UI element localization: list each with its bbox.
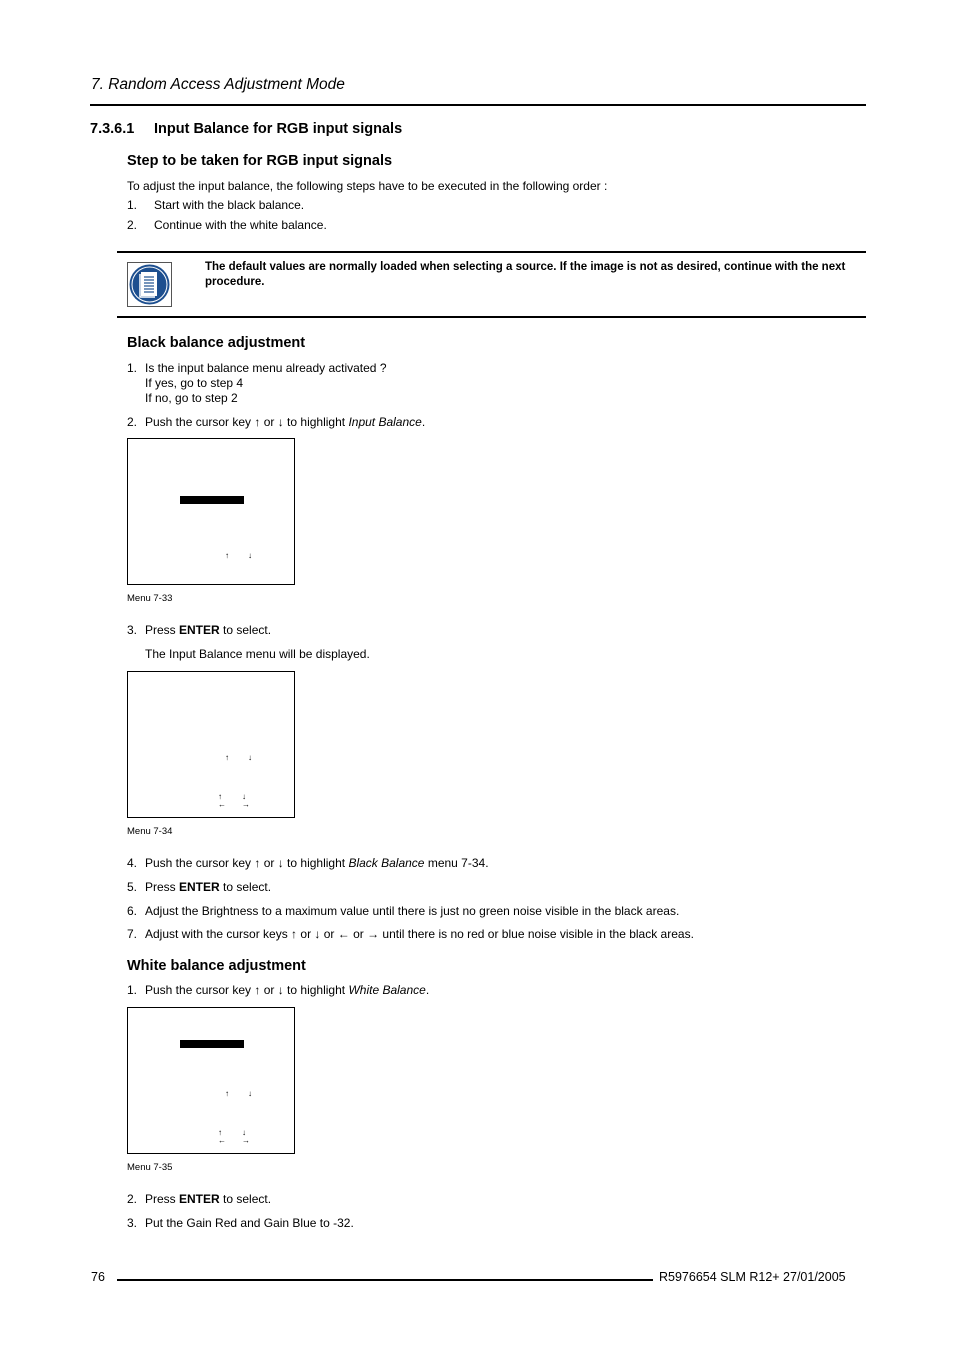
menu-screenshot-7-34 [127, 671, 295, 818]
section-title-text: Input Balance for RGB input signals [154, 121, 403, 137]
list-item-text: Continue with the white balance. [154, 218, 327, 232]
section-title [90, 121, 402, 137]
list-item [127, 361, 387, 375]
menu-screenshot-7-33 [127, 438, 295, 585]
list-item [127, 927, 694, 941]
list-item-number: 3. [127, 623, 138, 637]
list-item-number: 2. [127, 415, 138, 429]
rgb-steps-heading: Step to be taken for RGB input signals [127, 153, 393, 169]
up-arrow-icon: ↑ [225, 753, 229, 762]
list-item [127, 856, 489, 870]
page-number: 76 [91, 1270, 105, 1284]
down-arrow-icon: ↓ [248, 753, 252, 762]
list-item [127, 880, 271, 894]
list-item [127, 1216, 354, 1230]
list-item-number: 5. [127, 880, 138, 894]
list-item-number: 1. [127, 361, 138, 375]
list-item-text: Put the Gain Red and Gain Blue to -32. [145, 1216, 354, 1230]
note-bottom-rule [117, 316, 866, 318]
menu-screenshot-7-35 [127, 1007, 295, 1154]
list-item-number: 7. [127, 927, 138, 941]
list-item [127, 415, 425, 429]
left-arrow-icon: ← [218, 1136, 226, 1145]
step-note: The Input Balance menu will be displayed. [145, 647, 370, 661]
list-item-number: 1. [127, 983, 138, 997]
list-item-number: 2. [127, 218, 138, 232]
list-item-text: Press [145, 880, 180, 894]
list-item-text: Press [145, 1192, 180, 1206]
list-item-text: Push the cursor key ↑ or ↓ to highlight [145, 856, 349, 870]
list-item [127, 983, 429, 997]
list-item-text: Start with the black balance. [154, 198, 305, 212]
list-item-text: Push the cursor key ↑ or ↓ to highlight [145, 415, 349, 429]
list-item [127, 218, 327, 232]
down-arrow-icon: ↓ [248, 551, 252, 560]
list-item-text: to select. [219, 623, 272, 637]
up-arrow-icon: ↑ [225, 551, 229, 560]
black-balance-heading: Black balance adjustment [127, 335, 306, 351]
list-item-number: 3. [127, 1216, 138, 1230]
header-rule [90, 104, 866, 106]
list-item-text: . [425, 983, 430, 997]
list-item-number: 1. [127, 198, 138, 212]
keyword-text: ENTER [179, 1192, 220, 1206]
list-item-text: . [421, 415, 426, 429]
left-arrow-icon: ← [218, 800, 226, 809]
list-item-text: Adjust the Brightness to a maximum value until there is just no green noise visible in the black areas. [145, 904, 680, 918]
list-item-text: Push the cursor key ↑ or ↓ to highlight [145, 983, 349, 997]
rgb-steps-intro: To adjust the input balance, the following steps have to be executed in the following order : [127, 179, 608, 193]
right-arrow-icon: → [242, 1136, 250, 1145]
emphasis-text: White Balance [348, 983, 426, 997]
keyword-text: ENTER [179, 880, 220, 894]
figure-caption: Menu 7-35 [127, 1162, 173, 1173]
down-arrow-icon: ↓ [248, 1089, 252, 1098]
list-item-text: menu 7-34. [424, 856, 489, 870]
list-item [127, 904, 679, 918]
list-item-number: 4. [127, 856, 138, 870]
emphasis-text: Black Balance [348, 856, 425, 870]
note-top-rule [117, 251, 866, 253]
figure-caption: Menu 7-34 [127, 826, 173, 837]
white-balance-heading: White balance adjustment [127, 958, 306, 974]
list-item-number: 2. [127, 1192, 138, 1206]
section-number: 7.3.6.1 [90, 121, 135, 137]
document-reference: R5976654 SLM R12+ 27/01/2005 [659, 1270, 846, 1284]
chapter-header: 7. Random Access Adjustment Mode [91, 76, 345, 93]
list-item-number: 6. [127, 904, 138, 918]
list-item [127, 1192, 271, 1206]
figure-caption: Menu 7-33 [127, 593, 173, 604]
list-item [127, 198, 304, 212]
note-text: The default values are normally loaded when selecting a source. If the image is not as desired, continue with the next procedure. [205, 261, 846, 288]
down-arrow-icon: ↓ [242, 792, 246, 801]
up-arrow-icon: ↑ [218, 792, 222, 801]
up-arrow-icon: ↑ [225, 1089, 229, 1098]
highlight-bar [180, 496, 244, 504]
list-item-subline: If yes, go to step 4 [145, 376, 244, 390]
keyword-text: ENTER [179, 623, 220, 637]
list-item-text: Press [145, 623, 180, 637]
footer-rule [117, 1279, 653, 1281]
list-item-subline: If no, go to step 2 [145, 391, 238, 405]
up-arrow-icon: ↑ [218, 1128, 222, 1137]
list-item-text: to select. [219, 880, 272, 894]
note-book-icon [127, 262, 172, 307]
highlight-bar [180, 1040, 244, 1048]
emphasis-text: Input Balance [348, 415, 422, 429]
list-item-text: Is the input balance menu already activated ? [145, 361, 387, 375]
right-arrow-icon: → [242, 800, 250, 809]
list-item-text: to select. [219, 1192, 272, 1206]
list-item-text: Adjust with the cursor keys ↑ or ↓ or ← or → until there is no red or blue noise visible in the black areas. [145, 927, 694, 941]
down-arrow-icon: ↓ [242, 1128, 246, 1137]
list-item [127, 623, 271, 637]
